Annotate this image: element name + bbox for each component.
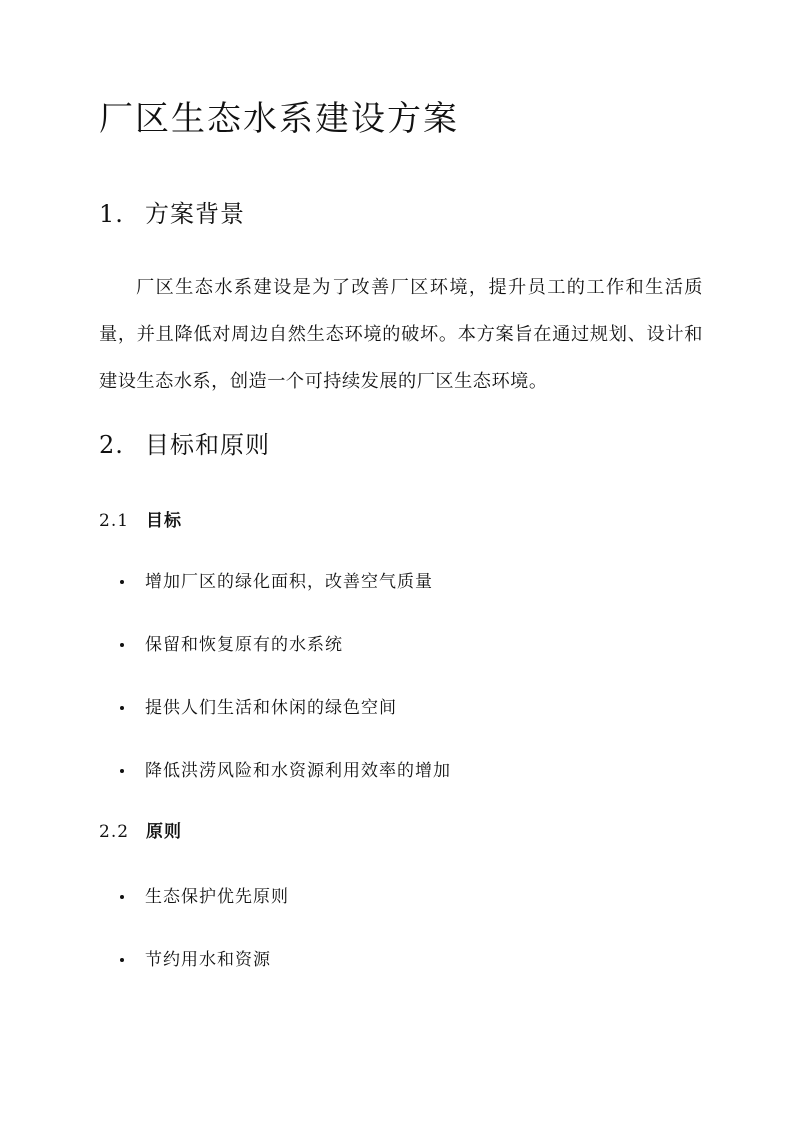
bullet-icon (120, 769, 124, 773)
document-title: 厂区生态水系建设方案 (99, 99, 459, 139)
section-heading-background (99, 196, 245, 232)
list-item-text: 提供人们生活和休闲的绿色空间 (145, 698, 397, 718)
section-title: 目标和原则 (145, 431, 270, 459)
background-paragraph: 厂区生态水系建设是为了改善厂区环境，提升员工的工作和生活质量，并且降低对周边自然生态环境的破坏。本方案旨在通过规划、设计和建设生态水系，创造一个可持续发展的厂区生态环境。 (99, 277, 703, 392)
bullet-icon (120, 706, 124, 710)
list-item-text: 生态保护优先原则 (145, 887, 289, 907)
section-number: 2. (99, 431, 124, 459)
list-item-text: 保留和恢复原有的水系统 (145, 635, 343, 655)
subsection-number: 2.2 (99, 822, 130, 842)
subsection-heading-goals (99, 508, 182, 534)
subsection-title: 原则 (146, 822, 182, 842)
bullet-icon (120, 643, 124, 647)
subsection-number: 2.1 (99, 511, 130, 531)
subsection-title: 目标 (146, 511, 182, 531)
list-item-text: 节约用水和资源 (145, 950, 271, 970)
section-title: 方案背景 (145, 200, 245, 228)
subsection-heading-principles (99, 819, 182, 845)
bullet-icon (120, 895, 124, 899)
list-item-text: 增加厂区的绿化面积，改善空气质量 (145, 572, 433, 592)
section-heading-goals-principles (99, 427, 270, 463)
bullet-icon (120, 958, 124, 962)
bullet-icon (120, 580, 124, 584)
section-number: 1. (99, 200, 124, 228)
list-item-text: 降低洪涝风险和水资源利用效率的增加 (145, 761, 451, 781)
